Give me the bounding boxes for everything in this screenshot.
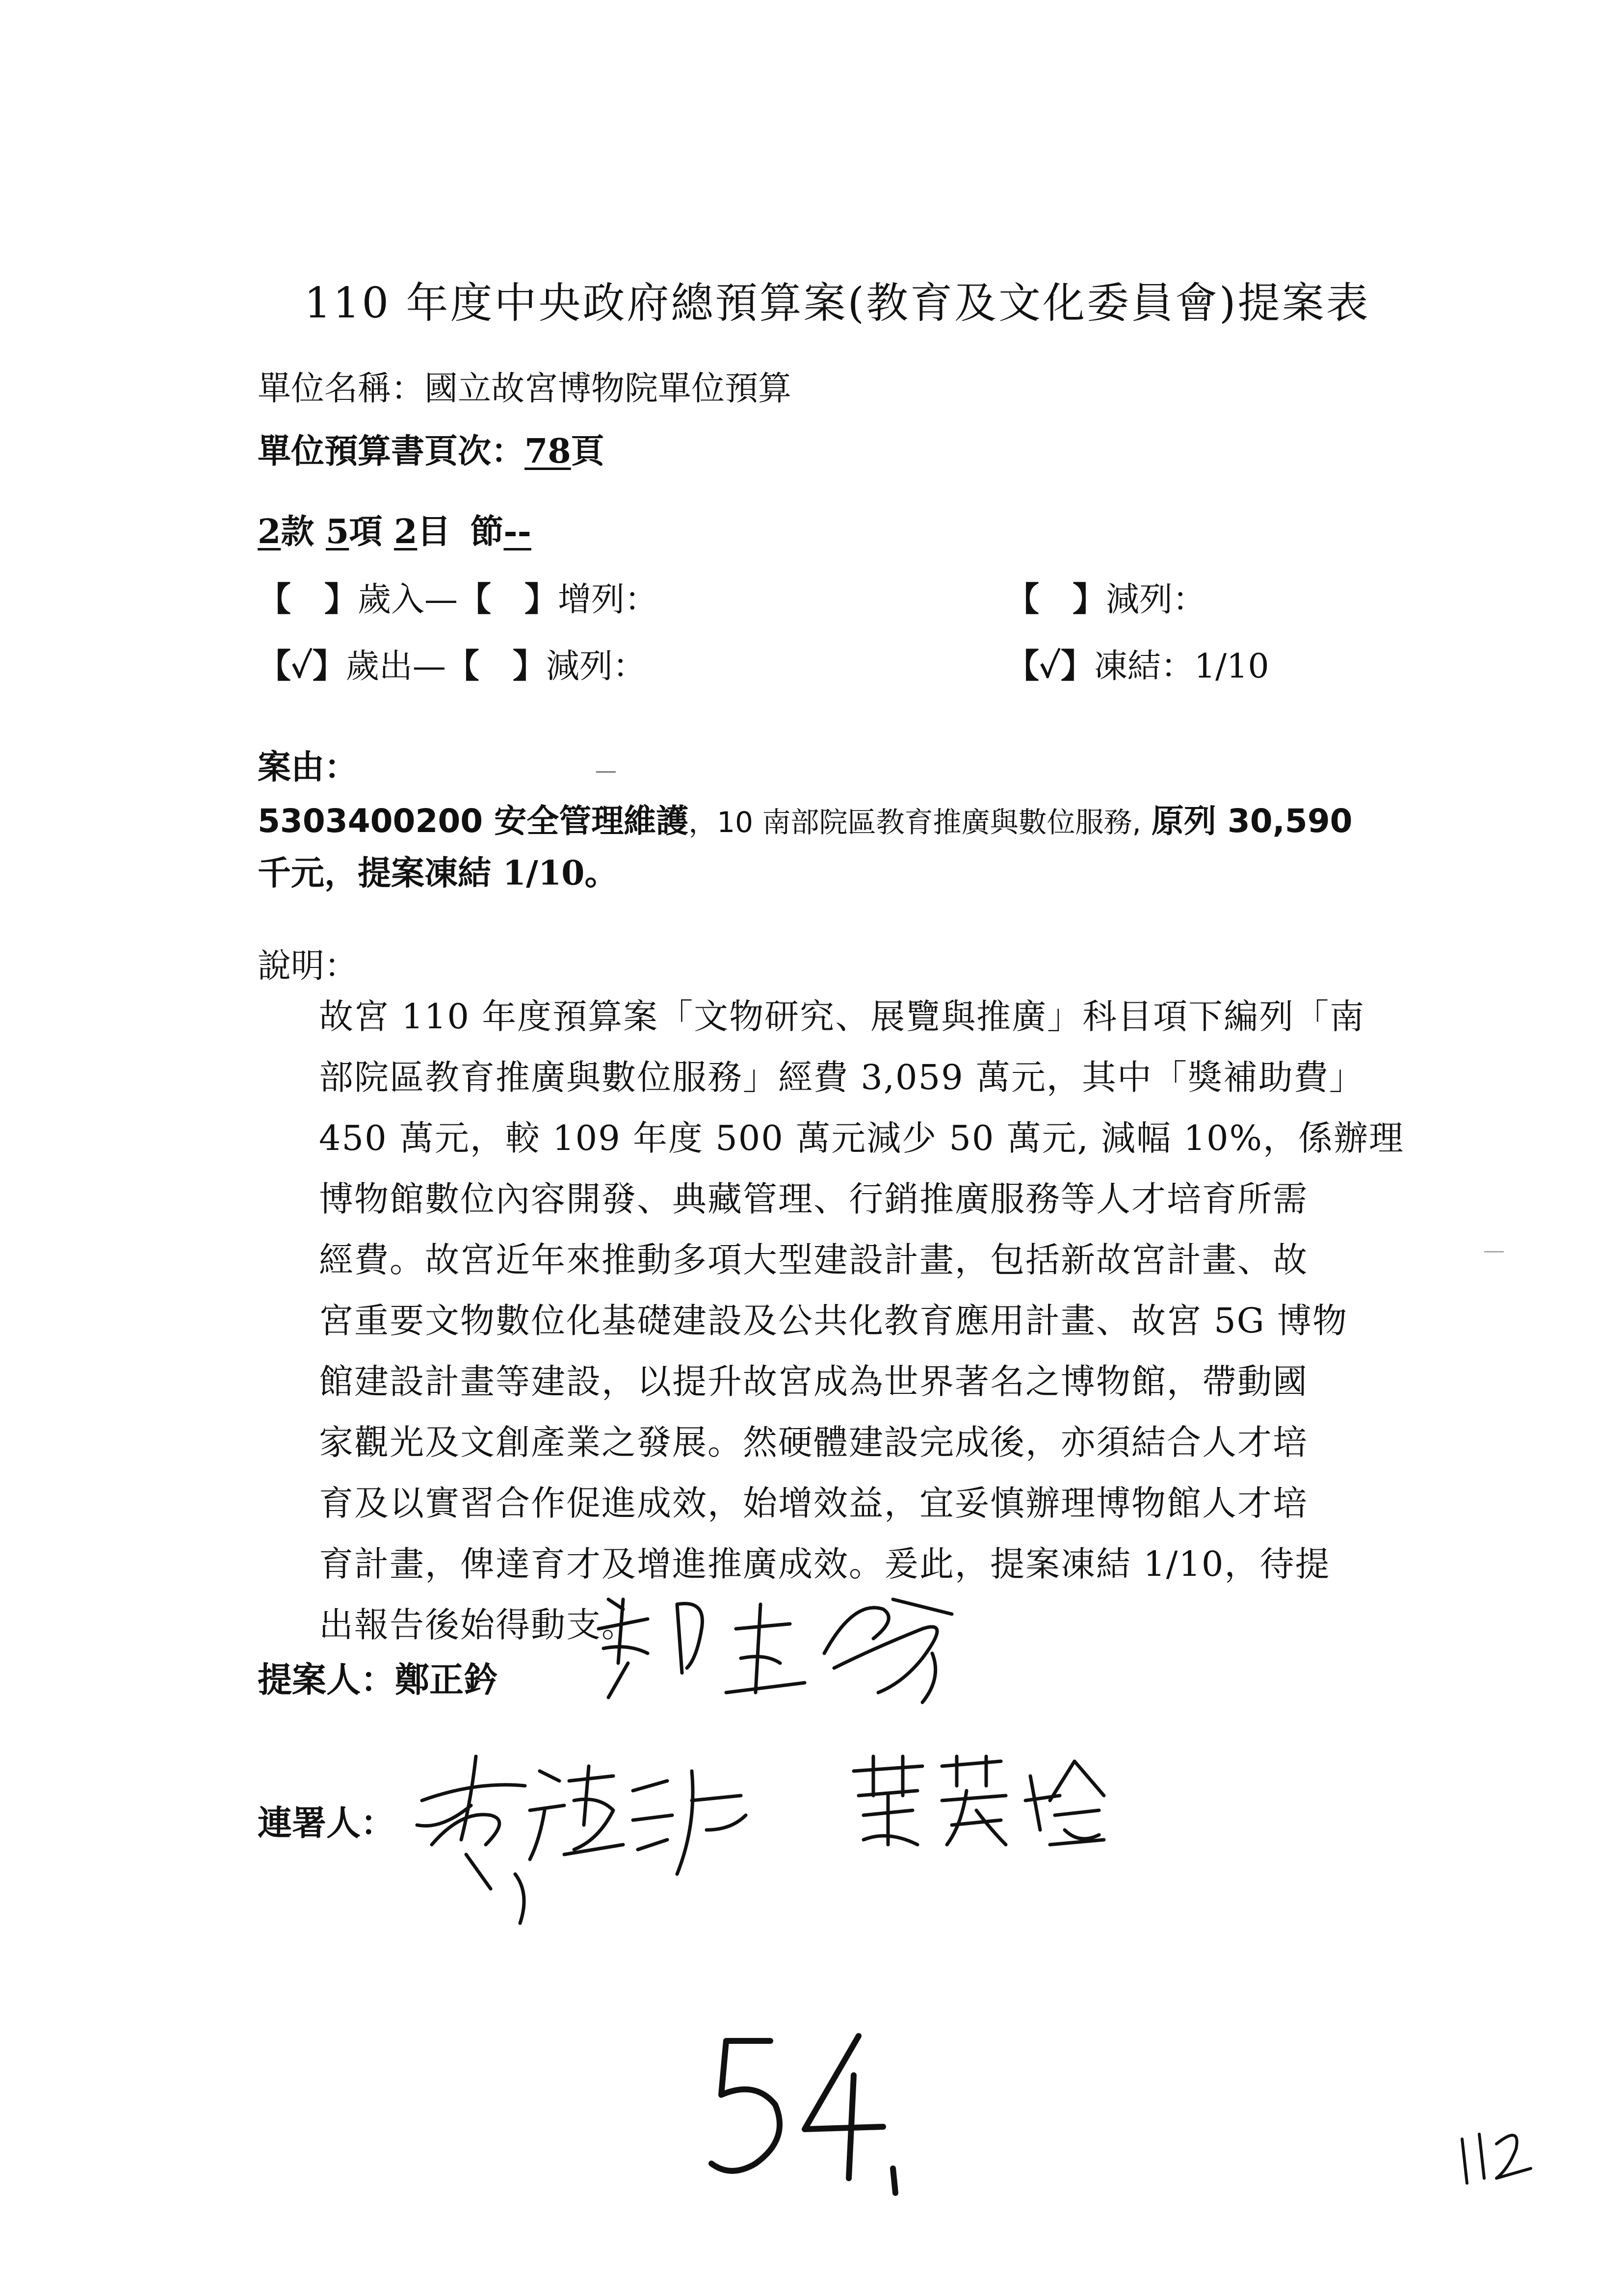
kuan-value: 2 [258,512,281,551]
revenue-checkbox: 【 】 [258,580,358,619]
explanation-line: 宮重要文物數位化基礎建設及公共化教育應用計畫、故宮 5G 博物 [319,1301,1348,1341]
scan-mark [1484,1251,1504,1252]
reason-code-item: 5303400200 安全管理維護 [258,802,689,840]
mu-label: 目 [417,512,451,551]
jie-value: -- [503,512,531,551]
unit-name: 單位名稱：國立故宮博物院單位預算 [258,369,792,408]
expenditure-decrease-label: 減列： [546,647,646,686]
revenue-decrease-option [1006,573,1206,621]
explanation-line: 經費。故宮近年來推動多項大型建設計畫，包括新故宮計畫、故 [319,1240,1308,1280]
revenue-increase-label: 增列： [558,580,658,619]
explanation-line: 故宮 110 年度預算案「文物研究、展覽與推廣」科目項下編列「南 [319,996,1365,1037]
expenditure-decrease-checkbox: 【 】 [445,647,546,686]
cosigner-label: 連署人： [258,1802,395,1843]
reason-original: 原列 30,590 [1151,802,1353,840]
explanation-line: 家觀光及文創產業之發展。然硬體建設完成後，亦須結合人才培 [319,1422,1308,1462]
scan-mark [596,771,616,773]
jie-label: 節 [470,512,504,551]
revenue-decrease-label: 減列： [1106,580,1206,619]
revenue-option [258,573,658,621]
proposer-name: 鄭正鈐 [395,1659,498,1700]
classification-line [258,505,531,553]
xiang-label: 項 [349,512,383,551]
kuan-label: 款 [281,512,314,551]
explanation-line: 館建設計畫等建設，以提升故宮成為世界著名之博物館，帶動國 [319,1361,1308,1402]
expenditure-label: 歲出— [345,647,446,686]
budget-page-number: 78 [524,432,571,471]
explanation-label: 說明： [258,947,358,986]
revenue-label: 歲入— [358,580,458,619]
reason-line-2: 千元，提案凍結 1/10。 [258,854,618,893]
explanation-line: 出報告後始得動支。 [319,1605,637,1645]
budget-page-suffix: 頁 [571,432,604,471]
proposer-line [258,1652,498,1702]
mu-value: 2 [394,512,418,551]
budget-page-label: 單位預算書頁次： [258,432,525,471]
expenditure-checkbox: 【✓】 [258,647,346,686]
reason-detail: ，10 南部院區教育推廣與數位服務, [688,806,1141,839]
explanation-line: 450 萬元，較 109 年度 500 萬元減少 50 萬元, 減幅 10%，係辦理 [319,1118,1404,1158]
freeze-option [1006,640,1269,687]
revenue-increase-checkbox: 【 】 [458,580,558,619]
freeze-checkbox: 【✓】 [1006,647,1094,686]
document-title: 110 年度中央政府總預算案(教育及文化委員會)提案表 [304,279,1370,328]
freeze-label: 凍結：1/10 [1094,647,1269,686]
reason-line-1 [258,795,1353,841]
explanation-body [319,986,1404,1655]
xiang-value: 5 [326,512,349,551]
explanation-line: 部院區教育推廣與數位服務」經費 3,059 萬元，其中「獎補助費」 [319,1057,1364,1097]
revenue-decrease-checkbox: 【 】 [1006,580,1106,619]
expenditure-option [258,640,646,687]
budget-page-line [258,425,604,472]
reason-label: 案由： [258,748,358,787]
proposer-label: 提案人： [258,1659,395,1700]
explanation-line: 育計畫，俾達育才及增進推廣成效。爰此，提案凍結 1/10，待提 [319,1544,1331,1584]
explanation-line: 育及以實習合作促進成效，始增效益，宜妥慎辦理博物館人才培 [319,1483,1308,1523]
explanation-line: 博物館數位內容開發、典藏管理、行銷推廣服務等人才培育所需 [319,1179,1308,1219]
